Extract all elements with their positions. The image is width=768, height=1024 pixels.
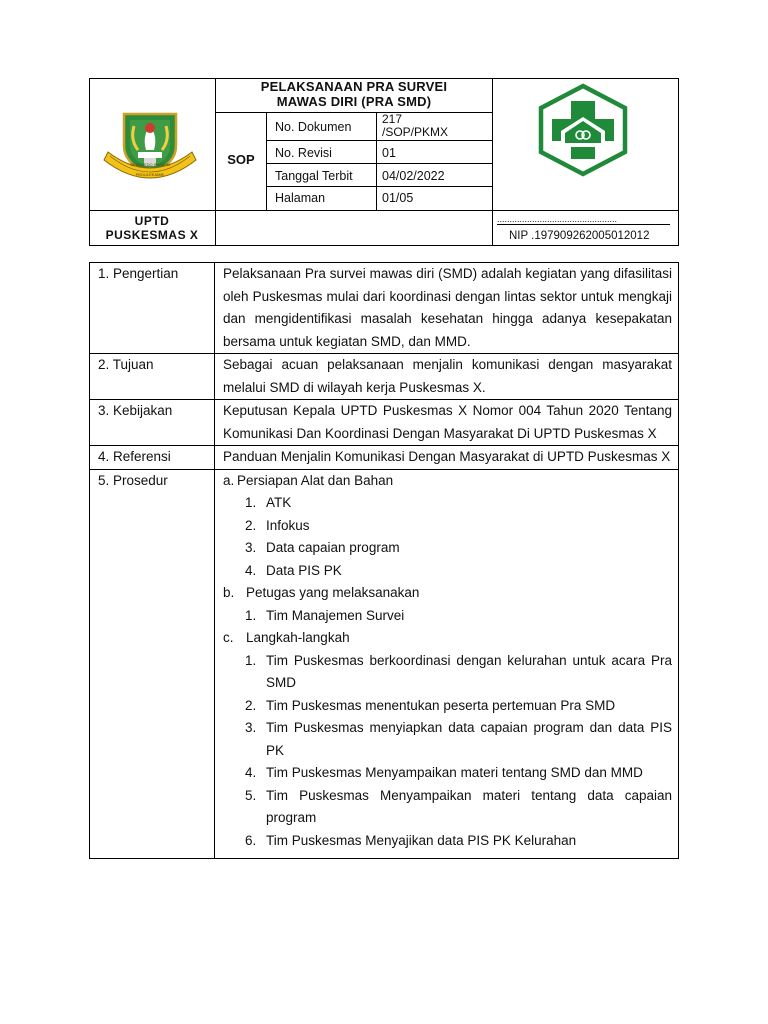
organization-name <box>89 214 215 242</box>
item-text: Tim Manajemen Survei <box>266 607 405 623</box>
subsection-title: Persiapan Alat dan Bahan <box>237 472 394 488</box>
section-text: Keputusan Kepala UPTD Puskesmas X Nomor 004 Tahun 2020 Tentang Komunikasi Dan Koordinasi Dengan Masyarakat Di UPTD Puskesmas X <box>215 400 679 446</box>
nip-number: NIP .197909262005012012 <box>509 230 650 242</box>
list-item <box>245 605 672 628</box>
meta-label-halaman: Halaman <box>275 191 326 205</box>
list-item <box>245 785 672 830</box>
prosedur-subsection-c <box>223 627 672 650</box>
header-divider <box>376 112 377 210</box>
meta-value-tanggal-terbit: 04/02/2022 <box>382 169 445 183</box>
sop-content-table <box>89 262 679 859</box>
item-number: 2. <box>245 517 257 533</box>
table-row <box>90 400 679 446</box>
list-item <box>245 537 672 560</box>
header-divider <box>266 140 492 141</box>
item-number: 3. <box>245 720 257 735</box>
list-item <box>245 695 672 718</box>
prosedur-subsection-a <box>223 470 672 493</box>
section-label: 3. Kebijakan <box>90 400 215 446</box>
sop-label: SOP <box>227 152 255 167</box>
table-row <box>90 469 679 859</box>
item-text: ATK <box>266 495 292 510</box>
subsection-marker: a. <box>223 472 235 488</box>
item-number: 6. <box>245 832 257 848</box>
header-divider <box>492 78 493 246</box>
subsection-title: Petugas yang melaksanakan <box>246 585 420 600</box>
title-line-2: MAWAS DIRI (PRA SMD) <box>276 94 432 109</box>
meta-value-no-revisi: 01 <box>382 146 396 160</box>
table-row <box>90 354 679 400</box>
subsection-marker: b. <box>223 585 235 600</box>
item-text: Data PIS PK <box>266 562 342 578</box>
table-row <box>90 263 679 354</box>
emblem-ribbon-text: SEIGUIEDO IPAGEIN PEDULEKAMIK <box>130 162 170 177</box>
item-text: Tim Puskesmas Menyajikan data PIS PK Kelurahan <box>266 832 577 848</box>
item-number: 1. <box>245 495 257 510</box>
section-text: Panduan Menjalin Komunikasi Dengan Masyarakat di UPTD Puskesmas X <box>215 446 679 470</box>
item-number: 4. <box>245 765 257 780</box>
subsection-title: Langkah-langkah <box>246 630 350 645</box>
subsection-marker: c. <box>223 630 234 645</box>
table-row <box>90 446 679 470</box>
item-text: Tim Puskesmas menyiapkan data capaian program dan data PIS PK <box>266 720 672 758</box>
list-item <box>245 492 672 515</box>
meta-label-tanggal-terbit: Tanggal Terbit <box>275 169 353 183</box>
item-number: 3. <box>245 540 257 555</box>
list-item <box>245 717 672 762</box>
item-text: Tim Puskesmas Menyampaikan materi tentang data capaian program <box>266 787 672 825</box>
header-divider <box>89 210 679 211</box>
prosedur-subsection-b <box>223 582 672 605</box>
header-divider <box>266 112 267 210</box>
item-number: 1. <box>245 652 257 668</box>
meta-value-halaman: 01/05 <box>382 191 414 205</box>
list-item <box>245 762 672 785</box>
document-title <box>216 78 492 109</box>
section-label: 2. Tujuan <box>90 354 215 400</box>
list-item <box>245 560 672 583</box>
list-item <box>245 830 672 853</box>
meta-value-no-dokumen: 217 /SOP/PKMX <box>382 112 449 139</box>
item-number: 5. <box>245 787 257 803</box>
section-text: Sebagai acuan pelaksanaan menjalin komunikasi dengan masyarakat melalui SMD di wilayah kerja Puskesmas X. <box>215 354 679 400</box>
list-item <box>245 650 672 695</box>
item-text: Data capaian program <box>266 540 400 555</box>
item-number: 2. <box>245 697 257 713</box>
title-line-1: PELAKSANAAN PRA SURVEI <box>260 79 448 94</box>
org-line-1: UPTD <box>134 214 170 228</box>
item-text: Infokus <box>266 517 310 533</box>
org-line-2: PUSKESMAS X <box>105 228 199 242</box>
list-item <box>245 515 672 538</box>
header-divider <box>266 163 492 164</box>
signature-line: ................................................ <box>497 214 618 224</box>
section-label: 5. Prosedur <box>90 469 215 859</box>
item-text: Tim Puskesmas menentukan peserta pertemuan Pra SMD <box>266 697 616 713</box>
prosedur-content <box>215 469 679 859</box>
meta-label-no-revisi: No. Revisi <box>275 146 332 160</box>
item-number: 1. <box>245 607 257 623</box>
section-label: 1. Pengertian <box>90 263 215 354</box>
header-divider <box>266 186 492 187</box>
item-number: 4. <box>245 562 257 578</box>
signature-underline <box>497 224 670 225</box>
item-text: Tim Puskesmas Menyampaikan materi tentang SMD dan MMD <box>266 765 643 780</box>
meta-label-no-dokumen: No. Dokumen <box>275 120 352 134</box>
puskesmas-logo <box>535 83 631 177</box>
section-text: Pelaksanaan Pra survei mawas diri (SMD) adalah kegiatan yang difasilitasi oleh Puskesmas mulai dari koordinasi dengan lintas sektor untuk mengkaji dan mengidentifikasi masalah kesehatan hingga adanya kesepakatan bersama untuk kegiatan SMD, dan MMD. <box>215 263 679 354</box>
item-text: Tim Puskesmas berkoordinasi dengan kelurahan untuk acara Pra SMD <box>266 652 672 690</box>
puskesmas-cross-icon <box>535 83 631 177</box>
section-label: 4. Referensi <box>90 446 215 470</box>
